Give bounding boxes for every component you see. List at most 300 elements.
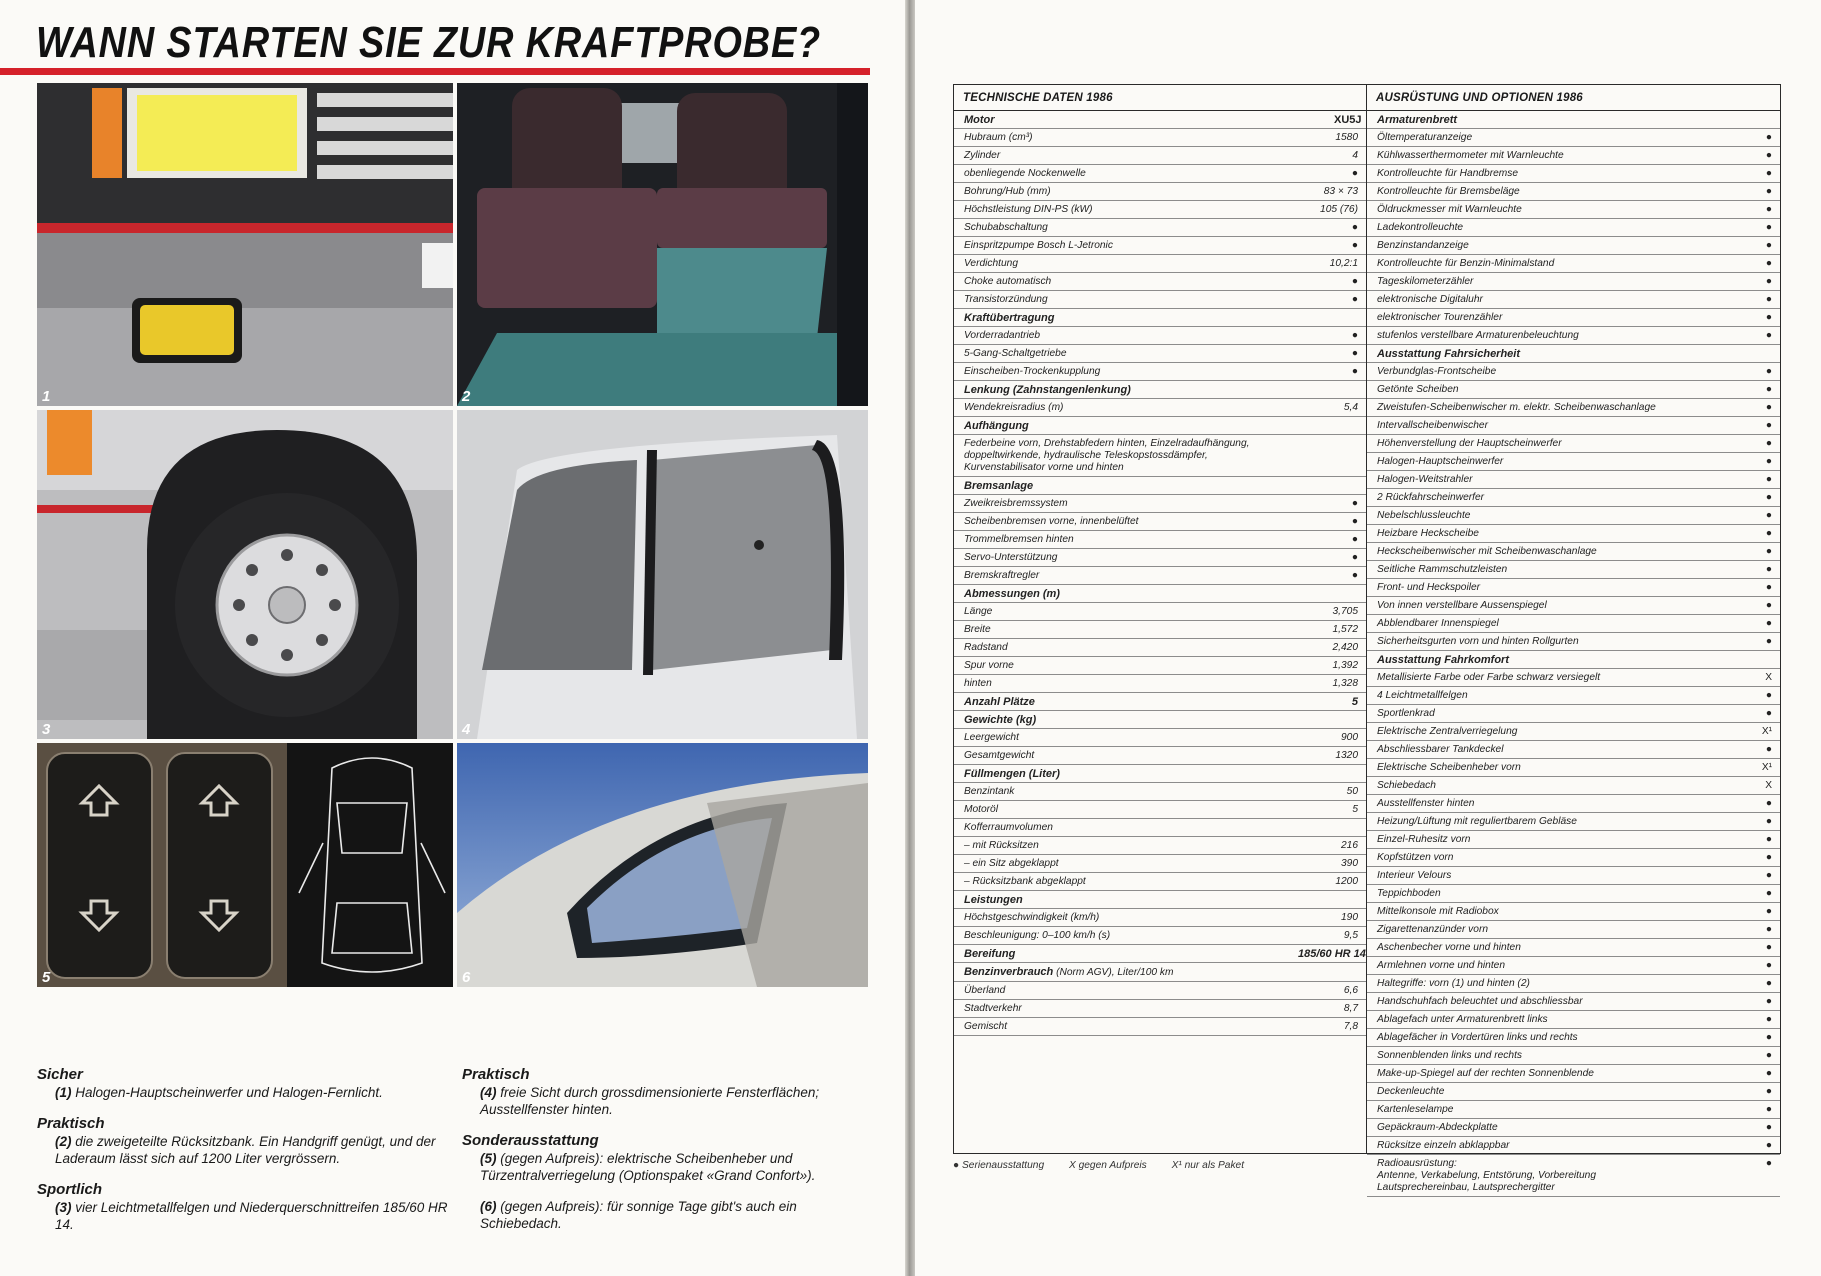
standard-dot: ● [1765, 744, 1772, 755]
row-label [964, 786, 1298, 798]
row-label [1377, 708, 1742, 720]
row-label-text: Hubraum (cm³) [964, 132, 1033, 143]
row-label [1377, 150, 1742, 162]
row-label-text: Make-up-Spiegel auf der rechten Sonnenblende [1377, 1068, 1594, 1079]
row-value: 105 (76) [1320, 204, 1358, 215]
standard-dot: ● [1765, 1050, 1772, 1061]
row-label-text: 2 Rückfahrscheinwerfer [1377, 492, 1485, 503]
spec-row [1367, 381, 1780, 399]
row-value: 7,8 [1343, 1021, 1358, 1032]
standard-dot: ● [1765, 204, 1772, 215]
caption-block [462, 1066, 872, 1118]
row-label-text: Teppichboden [1377, 888, 1441, 899]
equipment-rows [1367, 111, 1780, 1197]
standard-dot: ● [1765, 1158, 1772, 1169]
section-heading-row [954, 111, 1366, 129]
row-label-text: Leistungen [964, 894, 1023, 906]
spec-row [954, 657, 1366, 675]
standard-dot: ● [1765, 1086, 1772, 1097]
row-label-text: Öltemperaturanzeige [1377, 132, 1473, 143]
row-label [964, 204, 1298, 216]
equipment-title: AUSRÜSTUNG UND OPTIONEN 1986 [1367, 85, 1780, 111]
spec-row [954, 1000, 1366, 1018]
row-label-text: Rücksitze einzeln abklappbar [1377, 1140, 1510, 1151]
row-label [964, 366, 1334, 378]
row-label [1377, 114, 1742, 126]
row-value: 10,2:1 [1329, 258, 1358, 269]
row-value: 5,4 [1343, 402, 1358, 413]
row-label-text: Ablagefach unter Armaturenbrett links [1377, 1014, 1548, 1025]
row-label [964, 420, 1298, 432]
standard-dot: ● [1351, 276, 1358, 287]
row-label-text: Ladekontrolleuchte [1377, 222, 1464, 233]
standard-dot: ● [1765, 618, 1772, 629]
row-label-text: Wendekreisradius (m) [964, 402, 1064, 413]
standard-dot: ● [1765, 1104, 1772, 1115]
row-label-text: Verbundglas-Frontscheibe [1377, 366, 1497, 377]
standard-dot: ● [1765, 186, 1772, 197]
standard-dot: ● [1765, 960, 1772, 971]
row-value: 1,392 [1332, 660, 1358, 671]
photo-3-number: 3 [42, 721, 51, 738]
row-label [1377, 816, 1742, 828]
standard-dot: ● [1765, 906, 1772, 917]
standard-dot: ● [1765, 582, 1772, 593]
row-label [1377, 492, 1742, 504]
spec-row [954, 165, 1366, 183]
spec-row [1367, 957, 1780, 975]
photo-rear-window [457, 410, 868, 739]
row-label-text: Ausstattung Fahrsicherheit [1377, 348, 1521, 360]
standard-dot: ● [1765, 222, 1772, 233]
row-label-text: elektronischer Tourenzähler [1377, 312, 1503, 323]
standard-dot: ● [1765, 384, 1772, 395]
photo-4-number: 4 [462, 721, 471, 738]
spec-row [1367, 471, 1780, 489]
row-label-text: Abmessungen (m) [964, 588, 1060, 600]
standard-dot: ● [1765, 330, 1772, 341]
row-label [1377, 456, 1742, 468]
row-label-text: Kartenleselampe [1377, 1104, 1454, 1115]
row-label-text: Höhenverstellung der Hauptscheinwerfer [1377, 438, 1562, 449]
row-label-text: Sonnenblenden links und rechts [1377, 1050, 1522, 1061]
row-label-text: Armaturenbrett [1377, 114, 1458, 126]
row-label-text: Einspritzpumpe Bosch L-Jetronic [964, 240, 1113, 251]
row-label-text: Benzinverbrauch [964, 966, 1054, 978]
row-value: 5 [1352, 804, 1358, 815]
spec-row [1367, 903, 1780, 921]
spec-row [954, 675, 1366, 693]
standard-dot: ● [1765, 528, 1772, 539]
row-label-text: Federbeine vorn, Drehstabfedern hinten, Einzelradaufhängung, doppeltwirkende, hydraulische Teleskopstossdämpfer, Kurvenstabilisator vorne und hinten [964, 438, 1250, 473]
row-label [964, 330, 1334, 342]
spec-row [1367, 129, 1780, 147]
section-heading-row [954, 765, 1366, 783]
row-label [964, 186, 1298, 198]
standard-dot: ● [1351, 222, 1358, 233]
row-label [1377, 348, 1742, 360]
row-label-text: Länge [964, 606, 993, 617]
caption-text [37, 1133, 457, 1167]
standard-dot: ● [1765, 366, 1772, 377]
row-value: X¹ [1761, 762, 1772, 773]
spec-row [1367, 183, 1780, 201]
caption-text [462, 1150, 872, 1184]
standard-dot: ● [1765, 276, 1772, 287]
row-label-suffix: (Norm AGV), Liter/100 km [1053, 967, 1174, 978]
row-label [964, 930, 1298, 942]
tech-data-title: TECHNISCHE DATEN 1986 [954, 85, 1366, 111]
spec-row [954, 237, 1366, 255]
row-label-text: Benzinstandanzeige [1377, 240, 1469, 251]
spec-row [1367, 849, 1780, 867]
row-label [964, 660, 1298, 672]
row-label-text: Kraftübertragung [964, 312, 1055, 324]
spec-row [1367, 687, 1780, 705]
spec-row [954, 219, 1366, 237]
row-label [1377, 762, 1742, 774]
row-label [1377, 960, 1742, 972]
row-label-text: Scheibenbremsen vorne, innenbelüftet [964, 516, 1139, 527]
row-label-text: Seitliche Rammschutzleisten [1377, 564, 1508, 575]
row-label [964, 1021, 1298, 1033]
row-label [964, 876, 1298, 888]
row-label-text: Servo-Unterstützung [964, 552, 1058, 563]
row-label [1377, 1104, 1742, 1116]
standard-dot: ● [1765, 564, 1772, 575]
row-value: 900 [1341, 732, 1358, 743]
row-label-text: Kontrolleuchte für Bremsbeläge [1377, 186, 1520, 197]
standard-dot: ● [1765, 600, 1772, 611]
standard-dot: ● [1351, 570, 1358, 581]
row-value: 190 [1341, 912, 1358, 923]
row-value: X [1765, 780, 1772, 791]
row-value: 2,420 [1332, 642, 1358, 653]
spec-row [954, 435, 1366, 477]
row-label [964, 516, 1334, 528]
row-label-text: Gewichte (kg) [964, 714, 1037, 726]
row-label-text: – mit Rücksitzen [964, 840, 1039, 851]
spec-row [954, 801, 1366, 819]
row-label [1377, 186, 1742, 198]
row-label-text: Bereifung [964, 948, 1016, 960]
row-label-text: Vorderradantrieb [964, 330, 1041, 341]
row-value: X [1765, 672, 1772, 683]
spec-row [1367, 525, 1780, 543]
tech-data-rows [954, 111, 1366, 1036]
row-label [1377, 672, 1742, 684]
spec-row [1367, 795, 1780, 813]
standard-dot: ● [1765, 798, 1772, 809]
section-heading-row [954, 945, 1366, 963]
row-label-text: Halogen-Weitstrahler [1377, 474, 1473, 485]
row-label [964, 894, 1298, 906]
caption-title: Sicher [37, 1066, 83, 1083]
row-label-text: Handschuhfach beleuchtet und abschliessbar [1377, 996, 1583, 1007]
spec-row [1367, 507, 1780, 525]
standard-dot: ● [1765, 240, 1772, 251]
row-label [1377, 294, 1742, 306]
row-label-text: Aschenbecher vorne und hinten [1377, 942, 1521, 953]
caption-body: Halogen-Hauptscheinwerfer und Halogen-Fernlicht. [71, 1085, 383, 1100]
row-label [964, 606, 1298, 618]
caption-text [462, 1198, 872, 1232]
row-label-text: Kontrolleuchte für Handbremse [1377, 168, 1519, 179]
standard-dot: ● [1351, 498, 1358, 509]
standard-dot: ● [1765, 420, 1772, 431]
row-label-text: Gemischt [964, 1021, 1008, 1032]
row-label [1377, 366, 1742, 378]
standard-dot: ● [1351, 552, 1358, 563]
spec-row [1367, 399, 1780, 417]
caption-text [37, 1084, 457, 1101]
section-heading-row [954, 381, 1366, 399]
spec-row [1367, 435, 1780, 453]
spec-row [954, 855, 1366, 873]
caption-title: Sonderausstattung [462, 1132, 599, 1149]
captions-left [37, 1066, 457, 1247]
row-label [964, 168, 1334, 180]
spec-row [954, 255, 1366, 273]
row-label [964, 132, 1298, 144]
spec-row [954, 819, 1366, 837]
standard-dot: ● [1351, 240, 1358, 251]
spec-row [1367, 1065, 1780, 1083]
row-label [964, 822, 1298, 834]
spec-row [1367, 219, 1780, 237]
standard-dot: ● [1765, 456, 1772, 467]
standard-dot: ● [1765, 852, 1772, 863]
spec-row [1367, 939, 1780, 957]
row-label [1377, 978, 1742, 990]
spec-row [1367, 363, 1780, 381]
row-label-text: Zweikreisbremssystem [964, 498, 1068, 509]
row-label [964, 588, 1298, 600]
row-label [964, 732, 1298, 744]
section-heading-row [954, 585, 1366, 603]
spec-row [954, 873, 1366, 891]
row-label [964, 750, 1298, 762]
row-label [964, 384, 1298, 396]
row-label [1377, 726, 1742, 738]
row-label-text: Einscheiben-Trockenkupplung [964, 366, 1101, 377]
row-label [1377, 1032, 1742, 1044]
row-label [1377, 780, 1742, 792]
row-label-text: – ein Sitz abgeklappt [964, 858, 1059, 869]
row-label [1377, 636, 1742, 648]
row-label [1377, 906, 1742, 918]
row-label [1377, 1122, 1742, 1134]
caption-title: Praktisch [37, 1115, 105, 1132]
row-label [964, 402, 1298, 414]
row-label [1377, 402, 1742, 414]
row-label [1377, 798, 1742, 810]
standard-dot: ● [1351, 534, 1358, 545]
row-label-text: Elektrische Zentralverriegelung [1377, 726, 1518, 737]
row-label [1377, 744, 1742, 756]
row-label-text: Armlehnen vorne und hinten [1377, 960, 1505, 971]
row-label [964, 150, 1298, 162]
row-label-text: Ablagefächer in Vordertüren links und rechts [1377, 1032, 1578, 1043]
standard-dot: ● [1765, 978, 1772, 989]
spec-row [954, 531, 1366, 549]
spec-row [954, 837, 1366, 855]
spec-row [954, 783, 1366, 801]
photo-wheel [37, 410, 453, 739]
standard-dot: ● [1765, 258, 1772, 269]
row-label [1377, 600, 1742, 612]
section-heading-row [954, 309, 1366, 327]
spec-row [1367, 255, 1780, 273]
standard-dot: ● [1765, 996, 1772, 1007]
red-rule [0, 68, 870, 75]
spec-row [1367, 309, 1780, 327]
standard-dot: ● [1765, 294, 1772, 305]
spec-row [1367, 741, 1780, 759]
caption-block [37, 1066, 457, 1101]
row-label-text: Bremsanlage [964, 480, 1034, 492]
caption-body: freie Sicht durch grossdimensionierte Fensterflächen; Ausstellfenster hinten. [480, 1085, 820, 1117]
standard-dot: ● [1351, 168, 1358, 179]
row-label-text: Ausstattung Fahrkomfort [1377, 654, 1509, 666]
row-label [1377, 996, 1742, 1008]
row-label-text: Motor [964, 114, 995, 126]
photo-sunroof [457, 743, 868, 987]
standard-dot: ● [1765, 1068, 1772, 1079]
spec-row [1367, 579, 1780, 597]
spec-row [1367, 291, 1780, 309]
standard-dot: ● [1765, 942, 1772, 953]
row-label-text: 4 Leichtmetallfelgen [1377, 690, 1468, 701]
row-label-text: Zigarettenanzünder vorn [1377, 924, 1488, 935]
spec-row [1367, 1101, 1780, 1119]
row-label [964, 858, 1298, 870]
standard-dot: ● [1351, 366, 1358, 377]
row-label-text: Front- und Heckspoiler [1377, 582, 1481, 593]
row-label-text: Getönte Scheiben [1377, 384, 1459, 395]
row-label-text: Schiebedach [1377, 780, 1436, 791]
spec-row [954, 363, 1366, 381]
spec-row [954, 291, 1366, 309]
caption-body: (gegen Aufpreis): für sonnige Tage gibt's auch ein Schiebedach. [480, 1199, 797, 1231]
spec-row [1367, 1083, 1780, 1101]
row-value: 1,328 [1332, 678, 1358, 689]
row-label-text: Höchstgeschwindigkeit (km/h) [964, 912, 1100, 923]
row-label [1377, 1068, 1742, 1080]
row-label [964, 570, 1334, 582]
spec-row [1367, 813, 1780, 831]
row-label-text: Nebelschlussleuchte [1377, 510, 1471, 521]
standard-dot: ● [1765, 1140, 1772, 1151]
row-label-text: Kühlwasserthermometer mit Warnleuchte [1377, 150, 1564, 161]
row-label [964, 768, 1298, 780]
row-value: 3,705 [1332, 606, 1358, 617]
row-value: 1,572 [1332, 624, 1358, 635]
spec-row [954, 147, 1366, 165]
spec-row [1367, 1011, 1780, 1029]
row-label [1377, 1086, 1742, 1098]
row-label-text: Deckenleuchte [1377, 1086, 1445, 1097]
row-label [1377, 924, 1742, 936]
row-label-text: Füllmengen (Liter) [964, 768, 1060, 780]
row-label-text: Breite [964, 624, 991, 635]
row-label [964, 348, 1334, 360]
row-label [964, 312, 1298, 324]
row-label-text: hinten [964, 678, 992, 689]
spec-row [1367, 633, 1780, 651]
row-label-text: Höchstleistung DIN-PS (kW) [964, 204, 1093, 215]
row-label [1377, 510, 1742, 522]
row-label [964, 678, 1298, 690]
row-label-text: Kofferraumvolumen [964, 822, 1053, 833]
standard-dot: ● [1765, 816, 1772, 827]
section-heading-row [1367, 345, 1780, 363]
row-label-text: Gepäckraum-Abdeckplatte [1377, 1122, 1498, 1133]
row-label-text: Ausstellfenster hinten [1377, 798, 1475, 809]
spec-row [954, 273, 1366, 291]
caption-number: (1) [55, 1085, 72, 1100]
row-label-text: Heizung/Lüftung mit reguliertbarem Gebläse [1377, 816, 1577, 827]
caption-block [37, 1181, 457, 1233]
row-value: 50 [1346, 786, 1358, 797]
row-value: 4 [1352, 150, 1358, 161]
photo-1-number: 1 [42, 388, 51, 405]
row-value: 83 × 73 [1323, 186, 1358, 197]
spec-row [1367, 597, 1780, 615]
row-label-text: Von innen verstellbare Aussenspiegel [1377, 600, 1547, 611]
spec-row [1367, 867, 1780, 885]
row-label-text: Überland [964, 985, 1006, 996]
equipment-column [1367, 85, 1780, 1193]
row-label [1377, 582, 1742, 594]
row-label [964, 240, 1334, 252]
row-label [1377, 528, 1742, 540]
row-label-text: Öldruckmesser mit Warnleuchte [1377, 204, 1522, 215]
spec-row [1367, 777, 1780, 795]
spec-row [1367, 237, 1780, 255]
spec-row [1367, 201, 1780, 219]
row-label-text: Sicherheitsgurten vorn und hinten Rollgurten [1377, 636, 1579, 647]
legend-extra-cost: X gegen Aufpreis [1068, 1160, 1147, 1171]
spec-row [954, 639, 1366, 657]
spec-row [1367, 165, 1780, 183]
spec-row [1367, 669, 1780, 687]
standard-dot: ● [1765, 924, 1772, 935]
row-value: 185/60 HR 14 [1298, 948, 1366, 960]
standard-dot: ● [1765, 438, 1772, 449]
row-label [964, 534, 1334, 546]
spec-row [954, 621, 1366, 639]
standard-dot: ● [1351, 330, 1358, 341]
row-label [1377, 1158, 1742, 1194]
row-label [1377, 654, 1742, 666]
standard-dot: ● [1765, 492, 1772, 503]
caption-number: (6) [480, 1199, 497, 1214]
row-label [1377, 312, 1742, 324]
spec-row [954, 729, 1366, 747]
row-label [1377, 546, 1742, 558]
spec-row [954, 982, 1366, 1000]
spec-row [954, 927, 1366, 945]
spec-row [954, 201, 1366, 219]
spec-row [1367, 723, 1780, 741]
caption-number: (5) [480, 1151, 497, 1166]
standard-dot: ● [1765, 708, 1772, 719]
spec-row [954, 549, 1366, 567]
spec-row [1367, 1047, 1780, 1065]
spec-row [954, 495, 1366, 513]
row-label-text: Abschliessbarer Tankdeckel [1377, 744, 1504, 755]
